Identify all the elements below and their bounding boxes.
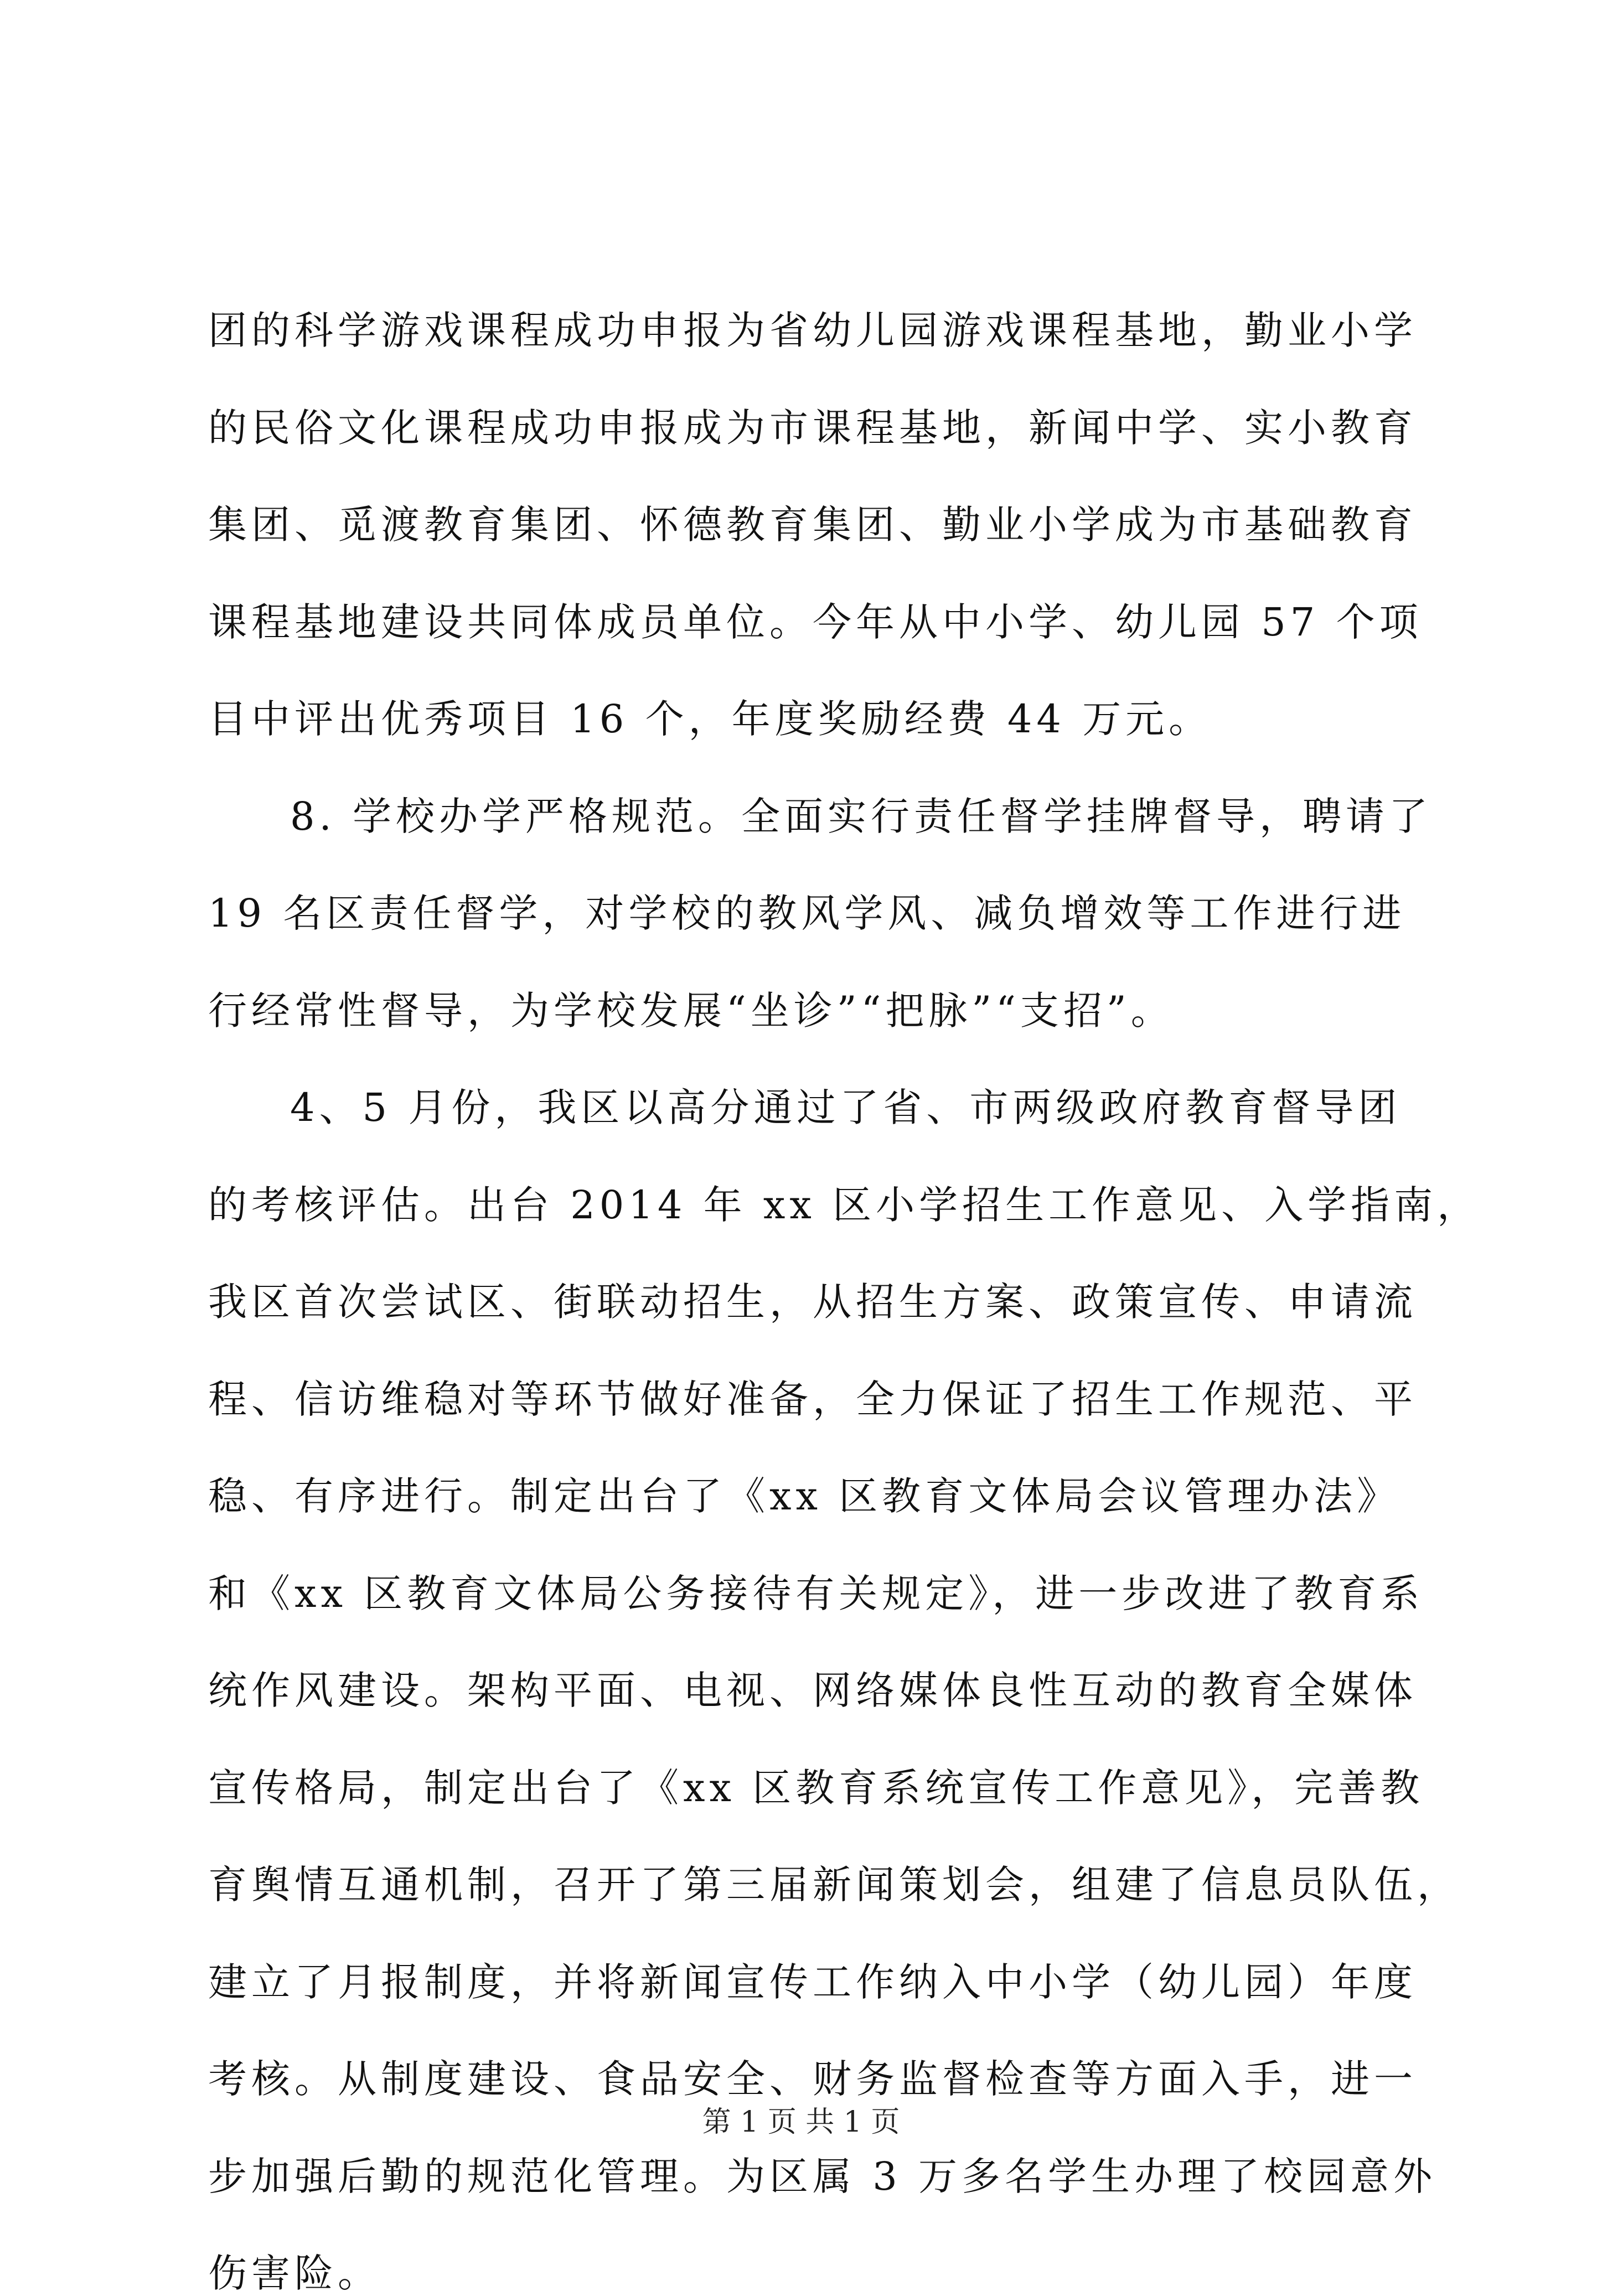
text-line: 19 名区责任督学，对学校的教风学风、减负增效等工作进行进	[208, 891, 1406, 936]
page-footer: 第 1 页 共 1 页	[702, 2106, 900, 2139]
text-line: 4、5 月份，我区以高分通过了省、市两级政府教育督导团	[290, 1085, 1402, 1130]
text-line: 步加强后勤的规范化管理。为区属 3 万多名学生办理了校园意外	[208, 2154, 1437, 2199]
text-line: 行经常性督导，为学校发展“坐诊”“把脉”“支招”。	[208, 988, 1174, 1033]
text-line: 统作风建设。架构平面、电视、网络媒体良性互动的教育全媒体	[208, 1668, 1417, 1713]
text-line: 集团、觅渡教育集团、怀德教育集团、勤业小学成为市基础教育	[208, 502, 1417, 547]
text-line: 和《xx 区教育文体局公务接待有关规定》，进一步改进了教育系	[208, 1571, 1424, 1616]
text-line: 8. 学校办学严格规范。全面实行责任督学挂牌督导，聘请了	[290, 794, 1433, 839]
text-line: 育舆情互通机制，召开了第三届新闻策划会，组建了信息员队伍，	[208, 1862, 1460, 1907]
text-line: 建立了月报制度，并将新闻宣传工作纳入中小学（幼儿园）年度	[208, 1959, 1417, 2005]
text-line: 团的科学游戏课程成功申报为省幼儿园游戏课程基地，勤业小学	[208, 308, 1417, 353]
text-line: 宣传格局，制定出台了《xx 区教育系统宣传工作意见》，完善教	[208, 1765, 1424, 1811]
text-line: 的考核评估。出台 2014 年 xx 区小学招生工作意见、入学指南，	[208, 1182, 1481, 1228]
text-line: 目中评出优秀项目 16 个，年度奖励经费 44 万元。	[208, 696, 1212, 742]
text-line: 我区首次尝试区、街联动招生，从招生方案、政策宣传、申请流	[208, 1279, 1417, 1325]
text-line: 程、信访维稳对等环节做好准备，全力保证了招生工作规范、平	[208, 1377, 1417, 1422]
text-line: 的民俗文化课程成功申报成为市课程基地，新闻中学、实小教育	[208, 405, 1417, 451]
text-line: 课程基地建设共同体成员单位。今年从中小学、幼儿园 57 个项	[208, 599, 1423, 645]
text-line: 伤害险。	[208, 2251, 381, 2296]
text-line: 稳、有序进行。制定出台了《xx 区教育文体局会议管理办法》	[208, 1473, 1401, 1519]
text-line: 考核。从制度建设、食品安全、财务监督检查等方面入手，进一	[208, 2056, 1417, 2102]
